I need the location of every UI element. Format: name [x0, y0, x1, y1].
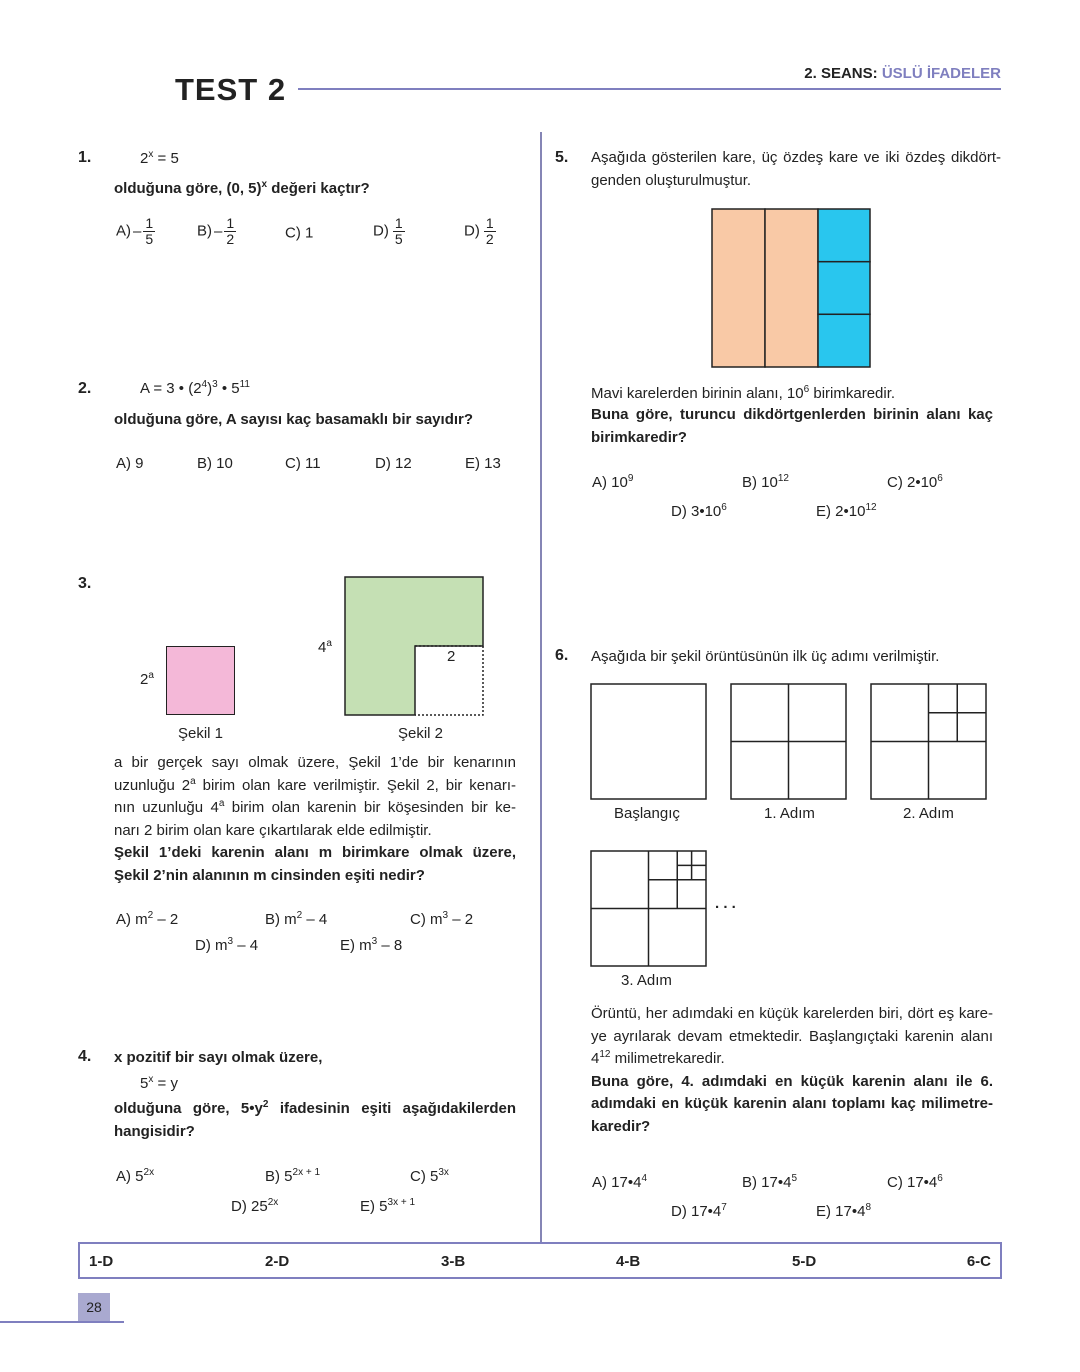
text-segment: Buna göre, turuncu dikdörtgenlerden birinin alanı kaç — [591, 406, 993, 423]
superscript: 6 — [721, 502, 727, 513]
superscript: 3 — [227, 936, 234, 947]
page-rule — [0, 1321, 124, 1323]
text-segment: C) m — [410, 911, 443, 928]
text-segment: Şekil 2’nin alanının m cinsinden eşiti nedir? — [114, 866, 425, 884]
figure2-l-shape — [344, 576, 485, 717]
option-label: D) — [373, 222, 389, 240]
numerator: 1 — [226, 215, 235, 231]
text-segment: nın uzunluğu 4 — [114, 799, 219, 816]
page-number: 28 — [78, 1293, 110, 1321]
question-number: 2. — [78, 380, 92, 397]
text-segment: 2 — [140, 671, 149, 688]
text-segment: – 2 — [448, 911, 474, 928]
text-segment: D) 3•10 — [671, 503, 722, 520]
option[interactable]: D) 12 — [375, 455, 412, 472]
text-segment: olduğuna göre, 5•y — [114, 1100, 263, 1117]
option[interactable] — [265, 1169, 320, 1184]
text-segment: milimetrekaredir. — [610, 1050, 725, 1067]
answer-key-bar — [78, 1242, 1002, 1279]
superscript: 3 — [371, 936, 378, 947]
text-segment: B) m — [265, 911, 297, 928]
text-segment: hangisidir? — [114, 1122, 195, 1140]
text-segment: E) 2•10 — [816, 503, 866, 520]
option[interactable] — [410, 912, 473, 927]
superscript: 4 — [641, 1173, 648, 1184]
text-segment: narı 2 birim olan kare çıkartılarak elde edilmiştir. — [114, 821, 432, 839]
text-segment: ye ayrılarak devam etmektedir. Başlangıçtaki karenin alanı — [591, 1027, 993, 1045]
option[interactable] — [671, 1204, 727, 1219]
option[interactable] — [887, 1175, 943, 1190]
superscript: a — [148, 670, 154, 681]
text-segment: D) 17•4 — [671, 1203, 722, 1220]
step2-square — [871, 684, 986, 799]
text-line — [114, 752, 516, 775]
text-segment: birimkaredir? — [591, 428, 687, 446]
superscript: 3x + 1 — [387, 1197, 416, 1208]
superscript: 2 — [262, 1099, 269, 1110]
option[interactable] — [887, 475, 943, 490]
figure1-caption: Şekil 1 — [178, 725, 224, 742]
option[interactable] — [410, 1169, 449, 1184]
step-label: Başlangıç — [614, 805, 680, 822]
superscript: 9 — [627, 473, 634, 484]
option[interactable] — [373, 216, 405, 246]
superscript: 8 — [865, 1202, 872, 1213]
q5-intro — [591, 147, 1001, 192]
text-line — [114, 797, 516, 820]
text-segment: – 8 — [377, 937, 403, 954]
text-segment: uzunluğu 2 — [114, 776, 191, 794]
question-number: 5. — [555, 149, 569, 166]
superscript: a — [218, 798, 225, 809]
superscript: 12 — [599, 1049, 611, 1060]
text-segment: birim olan karenin bir köşesinden bir ke- — [224, 799, 517, 816]
q2-given — [140, 381, 250, 396]
sign: – — [133, 222, 142, 240]
option[interactable] — [340, 938, 402, 953]
text-segment: Örüntü, her adımdaki en küçük karelerden biri, dört eş kare- — [591, 1005, 993, 1022]
answer: 6-C — [966, 1253, 991, 1270]
answer: 2-D — [265, 1253, 290, 1270]
text-segment: A) m — [116, 911, 148, 928]
text-line — [114, 1098, 516, 1121]
figure2-caption: Şekil 2 — [398, 725, 444, 742]
q6-text — [591, 1003, 993, 1138]
option[interactable] — [816, 504, 877, 519]
text-segment: A = 3 • (2 — [140, 380, 202, 397]
text-segment: D) 25 — [231, 1198, 268, 1215]
text-segment: E) m — [340, 937, 372, 954]
superscript: x — [261, 179, 268, 190]
text-line — [591, 1048, 993, 1071]
text-line — [591, 170, 1001, 193]
answer: 5-D — [792, 1253, 817, 1270]
superscript: 2x + 1 — [292, 1167, 321, 1178]
step3-square — [591, 851, 706, 966]
text-segment: 5 — [140, 1075, 149, 1092]
column-divider — [540, 132, 542, 1242]
denominator: 5 — [394, 230, 403, 247]
answer: 4-B — [616, 1253, 641, 1270]
text-segment: adımdaki en küçük karenin alanı toplamı kaç milimetre- — [591, 1095, 993, 1112]
text-segment: birim olan kare verilmiştir. Şekil 2, bir kenarı- — [195, 776, 516, 794]
denominator: 5 — [145, 230, 154, 247]
text-line — [114, 1121, 516, 1144]
answer: 3-B — [441, 1253, 466, 1270]
fraction — [393, 216, 405, 246]
section-title — [804, 66, 1001, 81]
text-segment: ) — [207, 380, 213, 397]
superscript: a — [190, 775, 196, 787]
text-segment: – 4 — [302, 911, 328, 928]
fraction — [143, 216, 155, 246]
superscript: 3 — [442, 910, 449, 921]
pattern-figures — [590, 683, 990, 973]
option[interactable] — [671, 504, 727, 519]
option-label: A) — [116, 222, 131, 240]
denominator: 2 — [226, 230, 235, 247]
ellipsis: . . . — [715, 895, 736, 912]
text-segment: Şekil 1’deki karenin alanı m birimkare olmak üzere, — [114, 844, 516, 861]
option[interactable] — [116, 1169, 154, 1184]
option[interactable] — [116, 912, 178, 927]
text-segment: a bir gerçek sayı olmak üzere, Şekil 1’de bir kenarının — [114, 754, 516, 771]
step-label: 1. Adım — [764, 805, 815, 822]
sign: – — [214, 222, 223, 240]
superscript: 11 — [239, 379, 250, 390]
text-segment: E) 5 — [360, 1198, 388, 1215]
question-number: 1. — [78, 149, 92, 166]
option[interactable] — [197, 216, 236, 246]
text-line — [591, 1071, 993, 1094]
text-segment: Mavi karelerden birinin alanı, 10 — [591, 385, 804, 402]
q1-given — [140, 151, 179, 166]
text-segment: Aşağıda gösterilen kare, üç özdeş kare ve iki özdeş dikdört- — [591, 149, 1001, 166]
text-segment: B) 10 — [742, 474, 778, 491]
superscript: 3x — [438, 1167, 449, 1178]
figure2-side-label — [318, 640, 332, 655]
option[interactable]: A) 9 — [116, 455, 144, 472]
text-line — [591, 1116, 993, 1139]
question-number: 3. — [78, 575, 92, 592]
option[interactable] — [592, 1175, 647, 1190]
step0-square — [591, 684, 706, 799]
text-segment: karedir? — [591, 1117, 651, 1135]
cut-side-label: 2 — [447, 648, 456, 665]
text-line — [114, 775, 516, 798]
text-segment: – 2 — [153, 911, 179, 928]
text-segment: C) 17•4 — [887, 1174, 938, 1191]
q2-question — [114, 412, 473, 427]
text-line — [591, 404, 993, 427]
option[interactable] — [265, 912, 327, 927]
superscript: 2x — [267, 1197, 279, 1208]
option[interactable] — [231, 1199, 278, 1214]
text-line — [591, 1003, 993, 1026]
option[interactable] — [116, 216, 155, 246]
option[interactable] — [360, 1199, 415, 1214]
superscript: 6 — [803, 384, 810, 395]
q3-text — [114, 752, 516, 887]
section-prefix: 2. SEANS: — [804, 65, 882, 82]
superscript: 12 — [865, 502, 877, 513]
superscript: 6 — [937, 1173, 943, 1184]
text-line — [591, 1026, 993, 1049]
text-segment: Buna göre, 4. adımdaki en küçük karenin alanı ile 6. — [591, 1072, 993, 1090]
option[interactable] — [742, 475, 789, 490]
text-line — [114, 865, 516, 888]
q5-info — [591, 386, 895, 401]
superscript: x — [148, 149, 154, 160]
text-segment: 2 — [140, 150, 149, 167]
text-segment: 4 — [591, 1050, 600, 1067]
superscript: 4 — [201, 379, 208, 390]
option[interactable]: E) 13 — [465, 455, 501, 472]
superscript: 2 — [296, 910, 303, 921]
text-segment: olduğuna göre, (0, 5) — [114, 180, 262, 197]
option-label: D) — [464, 222, 480, 240]
option[interactable] — [285, 225, 313, 241]
text-segment: 4 — [318, 639, 327, 656]
text-segment: • 5 — [217, 380, 240, 397]
text-segment: C) 2•10 — [887, 474, 938, 491]
question-number: 4. — [78, 1048, 92, 1065]
superscript: x — [148, 1074, 154, 1085]
figure1-side-label — [140, 672, 154, 687]
test-title: TEST 2 — [175, 72, 287, 107]
text-segment: Aşağıda bir şekil örüntüsünün ilk üç adımı verilmiştir. — [591, 648, 940, 665]
q5-question — [591, 404, 993, 449]
superscript: a — [326, 638, 332, 649]
superscript: 7 — [721, 1202, 727, 1213]
superscript: 2x — [143, 1167, 155, 1178]
text-line — [591, 427, 993, 450]
question-number: 6. — [555, 647, 569, 664]
header-rule — [298, 88, 1001, 90]
option[interactable]: B) 10 — [197, 455, 233, 472]
q5-square-figure — [711, 208, 872, 368]
option[interactable] — [742, 1175, 797, 1190]
option[interactable] — [464, 216, 496, 246]
text-segment: değeri kaçtır? — [267, 180, 370, 197]
option[interactable] — [816, 1204, 871, 1219]
option[interactable] — [195, 938, 258, 953]
step-label: 2. Adım — [903, 805, 954, 822]
text-segment: x pozitif bir sayı olmak üzere, — [114, 1049, 323, 1066]
numerator: 1 — [145, 215, 154, 231]
text-segment: genden oluşturulmuştur. — [591, 171, 752, 189]
option[interactable] — [592, 475, 633, 490]
fraction — [224, 216, 236, 246]
numerator: 1 — [485, 215, 494, 231]
text-segment: A) 5 — [116, 1168, 144, 1185]
text-line — [114, 820, 516, 843]
superscript: 5 — [791, 1173, 798, 1184]
numerator: 1 — [394, 215, 403, 231]
q6-intro — [591, 649, 939, 664]
q4-given — [140, 1076, 178, 1091]
superscript: 2 — [147, 910, 154, 921]
text-segment: = y — [153, 1075, 178, 1092]
text-line — [591, 1093, 993, 1116]
superscript: 12 — [777, 473, 789, 484]
answer: 1-D — [89, 1253, 114, 1270]
text-segment: = 5 — [153, 150, 179, 167]
fraction — [484, 216, 496, 246]
text-segment: E) 17•4 — [816, 1203, 866, 1220]
text-segment: ifadesinin eşiti aşağıdakilerden — [268, 1100, 516, 1117]
figure1-square — [166, 646, 235, 715]
text-line — [591, 147, 1001, 170]
text-segment: D) m — [195, 937, 228, 954]
text-line — [114, 842, 516, 865]
q4-intro — [114, 1050, 322, 1065]
step1-square — [731, 684, 846, 799]
text-segment: – 4 — [233, 937, 259, 954]
text-segment: B) 17•4 — [742, 1174, 792, 1191]
text-segment: C) 5 — [410, 1168, 439, 1185]
denominator: 2 — [485, 230, 494, 247]
step-label: 3. Adım — [621, 972, 672, 989]
q4-question — [114, 1098, 516, 1143]
q1-question — [114, 181, 370, 196]
text-segment: olduğuna göre, A sayısı kaç basamaklı bir sayıdır? — [114, 411, 474, 428]
option[interactable]: C) 11 — [285, 455, 321, 472]
superscript: 6 — [937, 473, 943, 484]
option-label: B) — [197, 222, 212, 240]
option-label: C) 1 — [285, 224, 314, 242]
superscript: 3 — [212, 379, 218, 390]
text-segment: B) 5 — [265, 1168, 293, 1185]
section-topic: ÜSLÜ İFADELER — [881, 65, 1001, 82]
text-segment: A) 17•4 — [592, 1174, 642, 1191]
text-segment: birimkaredir. — [809, 385, 896, 402]
text-segment: A) 10 — [592, 474, 628, 491]
